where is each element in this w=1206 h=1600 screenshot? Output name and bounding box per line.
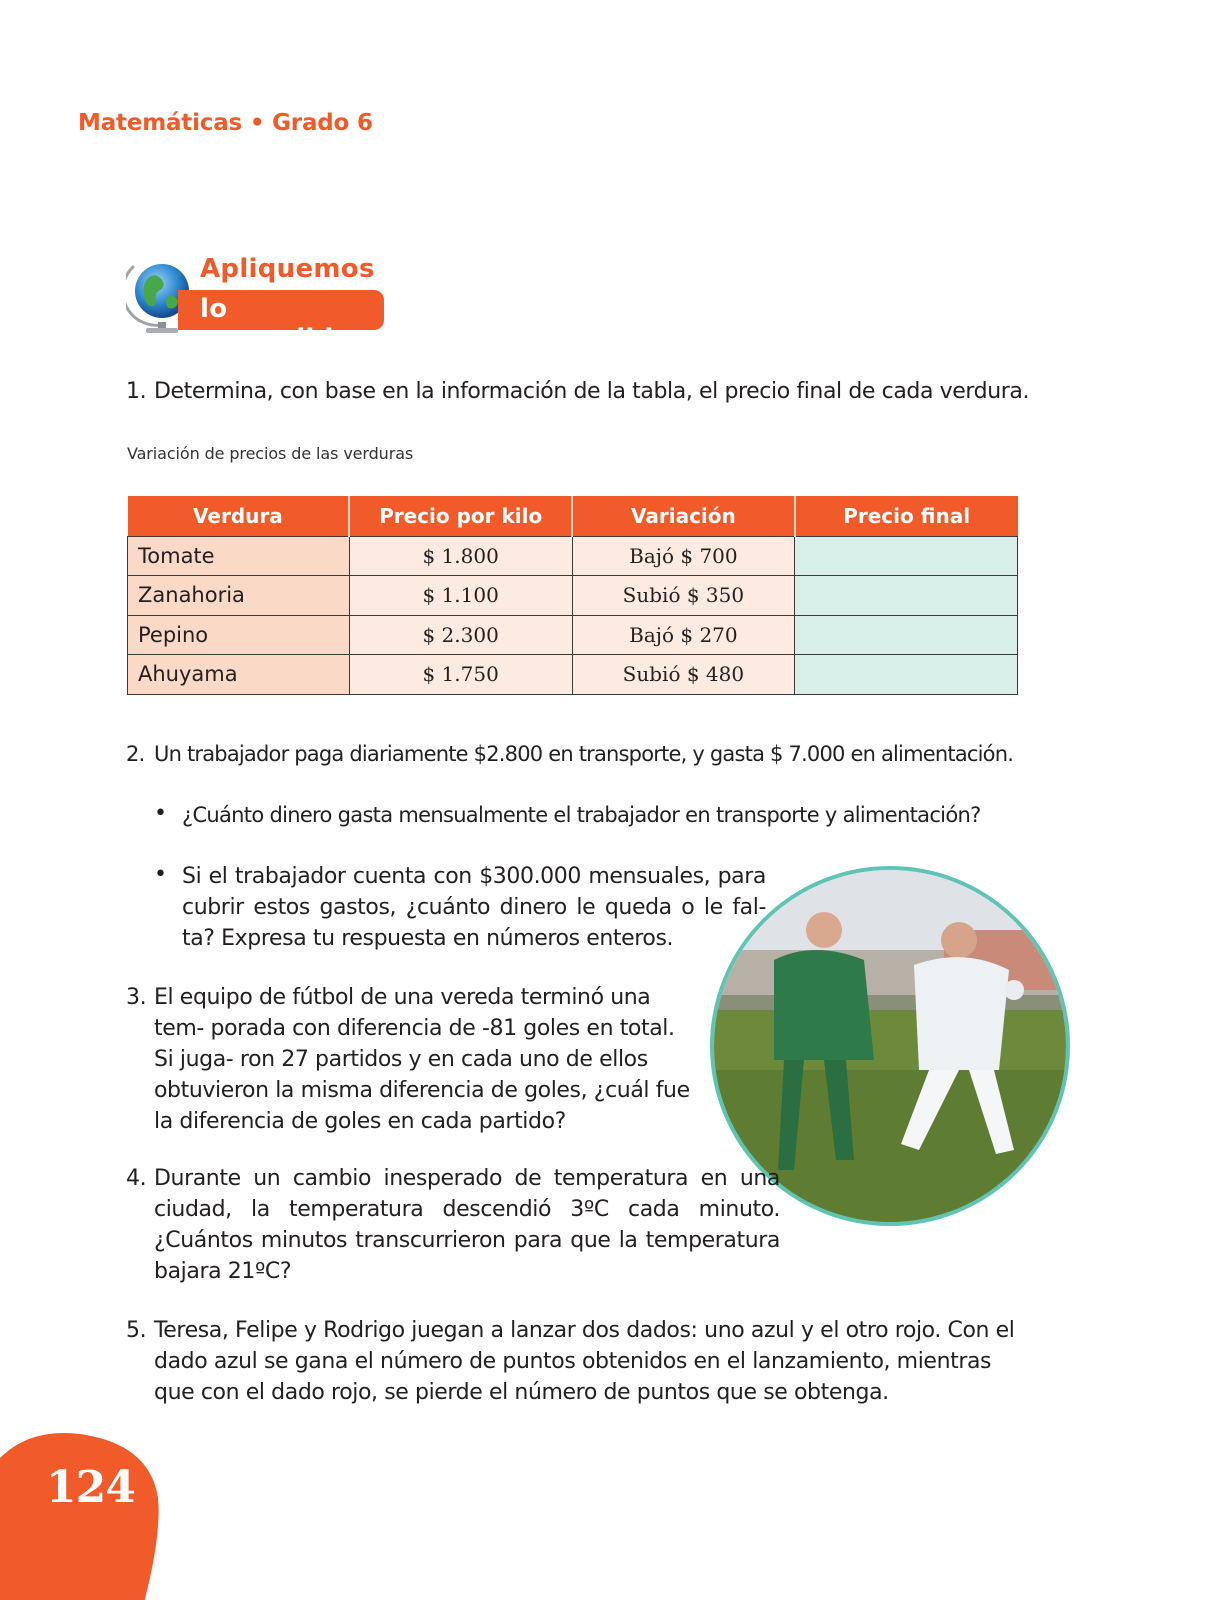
cell-variacion: Bajó $ 700 [572,536,795,576]
question-text: Si el trabajador cuenta con $300.000 mensuales, para cubrir estos gastos, ¿cuánto dinero le queda o le fal- ta? Expresa tu respuesta en números enteros. [182,864,766,951]
running-head: Matemáticas • Grado 6 [78,110,373,136]
cell-precio: $ 1.800 [349,536,572,576]
question-1 [126,376,1034,407]
question-2-bullet-2 [182,861,766,954]
bullet-marker: • [154,801,167,826]
cell-precio: $ 1.100 [349,576,572,616]
price-table [127,496,1018,695]
cell-verdura: Tomate [128,536,350,576]
cell-variacion: Bajó $ 270 [572,615,795,655]
question-number: 1. [126,379,147,404]
header-variacion: Variación [572,496,795,536]
section-badge [126,254,386,354]
cell-variacion: Subió $ 350 [572,576,795,616]
cell-precio: $ 1.750 [349,655,572,695]
table-row [128,576,1018,616]
question-3 [126,982,690,1137]
question-number: 3. [126,985,147,1010]
section-title-line2: lo aprendido [200,294,352,354]
page-number: 124 [46,1462,135,1513]
cell-answer[interactable] [795,615,1018,655]
question-text: ¿Cuánto dinero gasta mensualmente el trabajador en transporte y alimentación? [182,803,981,827]
cell-answer[interactable] [795,536,1018,576]
cell-verdura: Ahuyama [128,655,350,695]
header-precio-final: Precio final [795,496,1018,536]
question-number: 2. [126,742,145,766]
page-number-blob [0,1428,162,1600]
cell-answer[interactable] [795,655,1018,695]
header-precio: Precio por kilo [349,496,572,536]
table-header-row [128,496,1018,536]
table-row [128,536,1018,576]
cell-precio: $ 2.300 [349,615,572,655]
question-number: 5. [126,1318,147,1343]
question-number: 4. [126,1166,147,1191]
question-text: El equipo de fútbol de una vereda terminó una tem- porada con diferencia de -81 goles en total. Si juga- ron 27 partidos y en cada uno de ellos obtuvieron la misma diferencia de goles, ¿cuál fue la diferencia de goles en cada partido? [154,985,690,1134]
question-text: Durante un cambio inesperado de temperatura en una ciudad, la temperatura descendió 3ºC cada minuto. ¿Cuántos minutos transcurrieron para que la temperatura bajara 21ºC? [154,1166,780,1284]
table-caption: Variación de precios de las verduras [127,444,414,463]
header-verdura: Verdura [128,496,350,536]
question-5 [126,1315,1022,1408]
table-row [128,615,1018,655]
cell-verdura: Pepino [128,615,350,655]
question-2-bullet-1 [182,800,1032,831]
cell-variacion: Subió $ 480 [572,655,795,695]
cell-verdura: Zanahoria [128,576,350,616]
question-text: Teresa, Felipe y Rodrigo juegan a lanzar dos dados: uno azul y el otro rojo. Con el dado azul se gana el número de puntos obtenidos en el lanzamiento, mientras que con el dado rojo, se pierde el número de puntos que se obtenga. [154,1318,1015,1405]
question-4 [126,1163,780,1287]
question-2 [126,739,1034,770]
question-text: Un trabajador paga diariamente $2.800 en transporte, y gasta $ 7.000 en alimentación. [154,742,1014,766]
cell-answer[interactable] [795,576,1018,616]
bullet-marker: • [154,862,167,887]
table-row [128,655,1018,695]
section-title-line1: Apliquemos [200,254,375,284]
question-text: Determina, con base en la información de la tabla, el precio final de cada verdura. [154,379,1030,404]
